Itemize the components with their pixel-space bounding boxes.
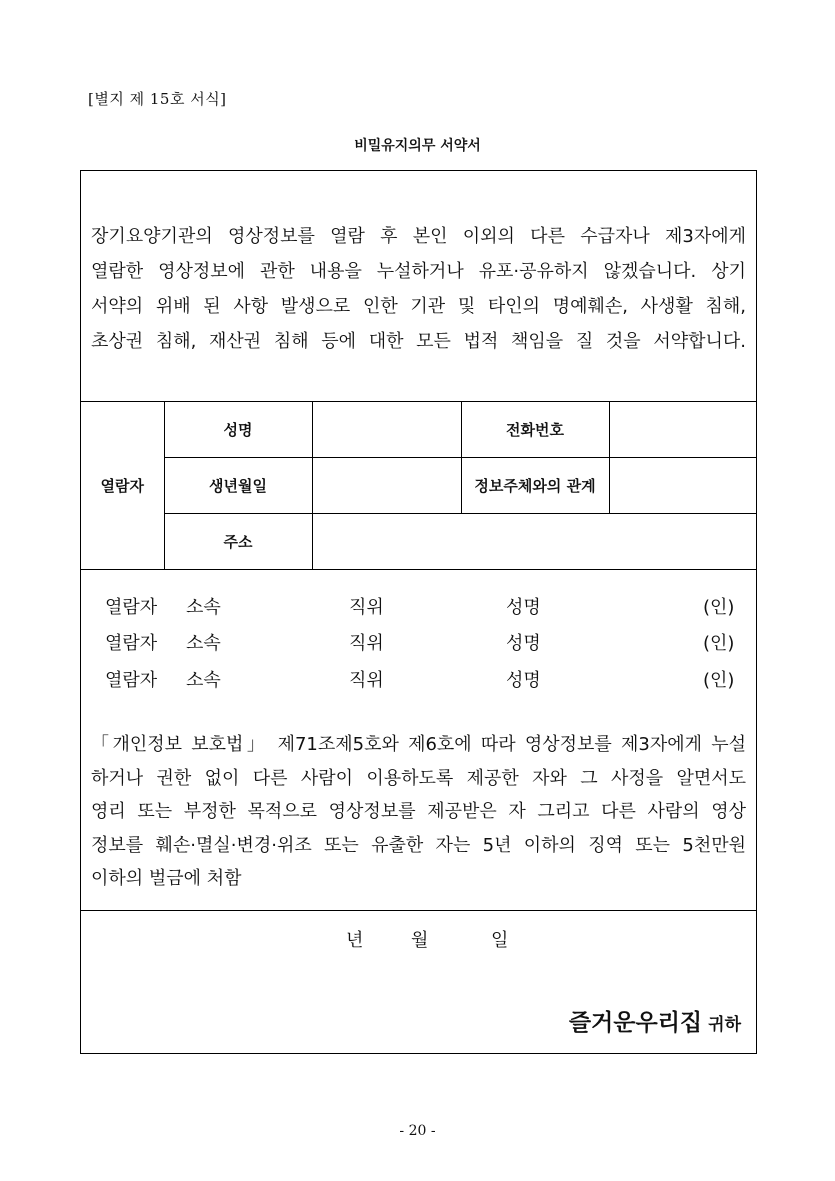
affiliation-label: 소속 — [186, 670, 221, 691]
date-day: 일 — [491, 930, 509, 951]
document-title: 비밀유지의무 서약서 — [354, 138, 481, 154]
seal-mark: (인) — [703, 670, 735, 691]
page-number: - 20 - — [399, 1123, 436, 1139]
section-divider — [81, 910, 756, 911]
penalty-line: 영리 또는 부정한 목적으로 영상정보를 제공받은 자 그리고 다른 사람의 영상 — [91, 801, 746, 822]
name-label: 성명 — [506, 597, 541, 618]
viewer-role: 열람자 — [105, 670, 158, 691]
viewer-signature-row — [81, 593, 756, 629]
pledge-line: 서약의 위배 된 사항 발생으로 인한 기관 및 타인의 명예훼손, 사생활 침해, — [91, 296, 746, 317]
recipient — [569, 1004, 741, 1037]
seal-mark: (인) — [703, 633, 735, 654]
birthdate-field[interactable] — [312, 458, 461, 514]
position-label: 직위 — [349, 670, 384, 691]
signing-date — [81, 926, 756, 956]
viewer-signature-row — [81, 629, 756, 665]
phone-label: 전화번호 — [461, 402, 609, 458]
viewer-role: 열람자 — [105, 597, 158, 618]
relation-label: 정보주체와의 관계 — [461, 458, 609, 514]
pledge-line: 열람한 영상정보에 관한 내용을 누설하거나 유포·공유하지 않겠습니다. 상기 — [91, 261, 746, 282]
penalty-notice — [91, 728, 746, 896]
seal-mark: (인) — [703, 597, 735, 618]
name-label: 성명 — [164, 402, 312, 458]
form-label: [별지 제 15호 서식] — [88, 90, 227, 108]
viewer-group-label: 열람자 — [81, 402, 164, 570]
penalty-line: 이하의 벌금에 처함 — [91, 868, 242, 889]
phone-field[interactable] — [609, 402, 756, 458]
recipient-organization: 즐거운우리집 — [568, 1010, 703, 1036]
pledge-line: 초상권 침해, 재산권 침해 등에 대한 모든 법적 책임을 질 것을 서약합니다. — [91, 331, 746, 352]
penalty-line: 정보를 훼손·멸실·변경·위조 또는 유출한 자는 5년 이하의 징역 또는 5천만원 — [91, 834, 746, 856]
name-label: 성명 — [506, 670, 541, 691]
penalty-line: 하거나 권한 없이 다른 사람이 이용하도록 제공한 자와 그 사정을 알면서도 — [91, 767, 746, 789]
relation-field[interactable] — [609, 458, 756, 514]
name-label: 성명 — [506, 633, 541, 654]
pledge-line: 장기요양기관의 영상정보를 열람 후 본인 이외의 다른 수급자나 제3자에게 — [91, 226, 746, 247]
affiliation-label: 소속 — [186, 633, 221, 654]
position-label: 직위 — [349, 597, 384, 618]
affiliation-label: 소속 — [186, 597, 221, 618]
viewer-info-table — [81, 401, 756, 570]
birthdate-label: 생년월일 — [164, 458, 312, 514]
pledge-text — [91, 219, 746, 359]
address-field[interactable] — [312, 514, 756, 570]
penalty-line: 「개인정보 보호법」 제71조제5호와 제6호에 따라 영상정보를 제3자에게 누설 — [91, 734, 746, 755]
name-field[interactable] — [312, 402, 461, 458]
recipient-suffix: 귀하 — [708, 1015, 741, 1035]
date-month: 월 — [411, 930, 429, 951]
date-year: 년 — [346, 930, 364, 951]
pledge-form — [80, 170, 757, 1054]
position-label: 직위 — [349, 633, 384, 654]
viewer-role: 열람자 — [105, 633, 158, 654]
viewer-signature-row — [81, 666, 756, 702]
address-label: 주소 — [164, 514, 312, 570]
